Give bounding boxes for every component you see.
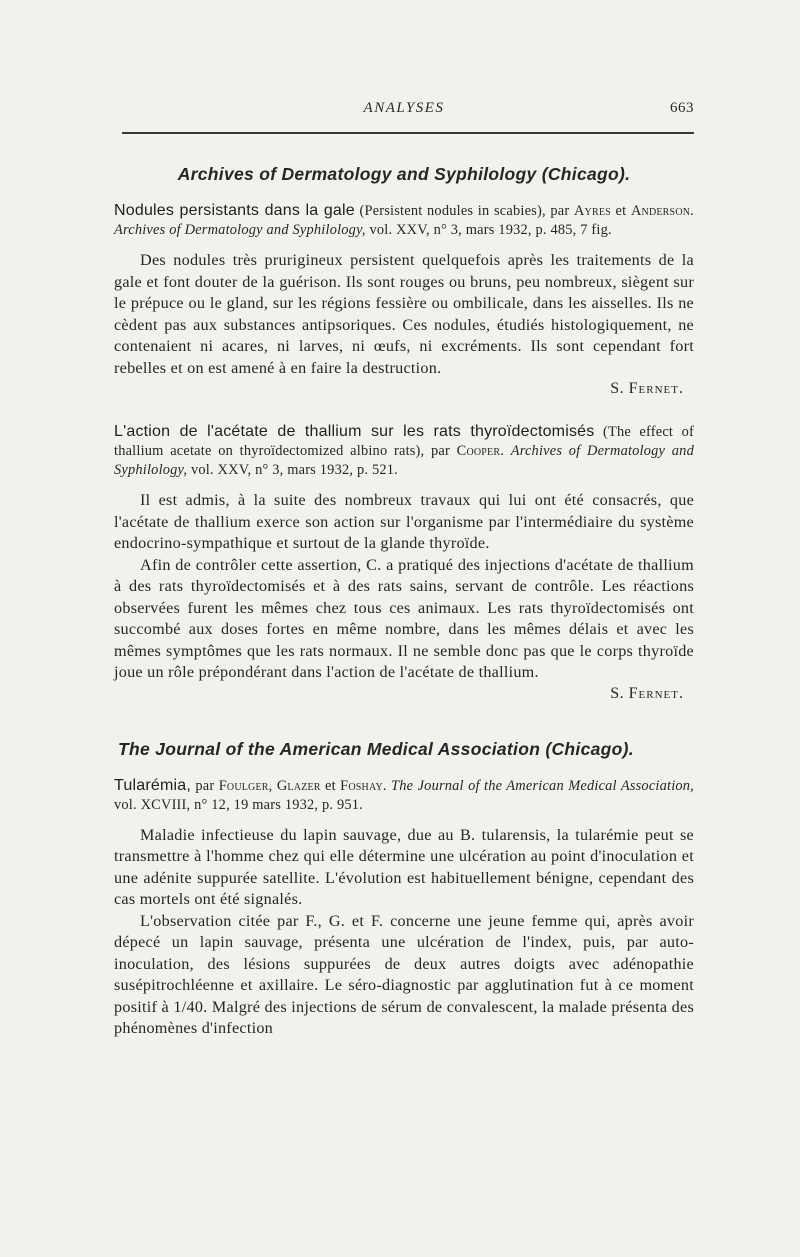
abstract-entry xyxy=(114,776,694,1040)
author-name: Foulger, xyxy=(218,777,273,794)
journal-reference: Archives of Dermatology and Syphilology, xyxy=(114,443,694,478)
page-number: 663 xyxy=(670,100,694,116)
abstract-paragraph: Il est admis, à la suite des nombreux travaux qui lui ont été consacrés, que l'acétate de thallium exerce son action sur l'organisme par l'intermédiaire du système endocrino-sympathique et surtout de la glande thyroïde. xyxy=(114,491,694,552)
signature-name: Fernet. xyxy=(628,380,684,397)
conjunction: et xyxy=(324,777,336,794)
signature-initial: S. xyxy=(610,380,625,397)
entry-heading xyxy=(114,422,694,480)
by-word: par xyxy=(195,777,215,794)
citation: vol. XCVIII, n° 12, 19 mars 1932, p. 951. xyxy=(114,796,363,813)
author-name: Glazer xyxy=(276,777,321,794)
abstract-entry xyxy=(114,201,694,398)
header-rule xyxy=(122,132,694,134)
original-title: (Persistent nodules in scabies), xyxy=(359,203,546,219)
citation: vol. XXV, n° 3, mars 1932, p. 521. xyxy=(190,462,398,478)
running-title: ANALYSES xyxy=(363,100,445,116)
journal-heading: The Journal of the American Medical Association (Chicago). xyxy=(118,738,634,759)
original-title: (The effect of thallium acetate on thyroïdectomized albino rats), xyxy=(114,424,694,459)
reviewer-signature xyxy=(114,380,684,398)
abstract-paragraph: Maladie infectieuse du lapin sauvage, due au B. tularensis, la tularémie peut se transmettre à l'homme chez qui elle détermine une ulcération au point d'inoculation et une adénite suppurée satellite. L'évolution est habituellement bénigne, cependant des cas mortels ont été signalés. xyxy=(114,825,694,908)
signature-name: Fernet. xyxy=(628,684,684,702)
entry-title: Nodules persistants dans la gale xyxy=(114,202,355,219)
signature-initial: S. xyxy=(610,684,625,702)
abstract-paragraph: L'observation citée par F., G. et F. concerne une jeune femme qui, après avoir dépecé un lapin sauvage, présenta une ulcération de l'index, puis, par auto-inoculation, des lésions suppurées de deux autres doigts avec adénopathie susépitrochléenne et axillaire. Le séro-diagnostic par agglutination fut à ce moment positif à 1/40. Malgré des injections de sérum de convalescent, la malade présenta des phénomènes d'infection xyxy=(114,911,694,1037)
abstract-paragraph: Afin de contrôler cette assertion, C. a pratiqué des injections d'acétate de thallium à des rats thyroïdectomisés et à des rats sains, servant de contrôle. Les réactions observées furent les mêmes chez tous ces animaux. Les rats thyroïdectomisés ont succombé aux doses fortes en même nombre, dans les mêmes délais et avec les mêmes symptômes que les rats normaux. Il ne semble donc pas que le corps thyroïde joue un rôle prépondérant dans l'action de l'acétate de thallium. xyxy=(114,555,694,681)
conjunction: et xyxy=(615,203,627,219)
entry-heading xyxy=(114,776,694,815)
running-header xyxy=(114,100,694,124)
author-name: Ayres xyxy=(573,203,611,219)
by-word: par xyxy=(431,443,450,459)
journal-heading: Archives of Dermatology and Syphilology (Chicago). xyxy=(177,164,631,184)
journal-reference: The Journal of the American Medical Association, xyxy=(391,777,694,794)
entry-heading xyxy=(114,201,694,240)
abstract-entry xyxy=(114,422,694,703)
entry-title: L'action de l'acétate de thallium sur les rats thyroïdectomisés xyxy=(114,423,595,440)
citation: vol. XXV, n° 3, mars 1932, p. 485, 7 fig. xyxy=(369,222,612,238)
reviewer-signature xyxy=(114,685,684,703)
journal-reference: Archives of Dermatology and Syphilology, xyxy=(114,222,366,238)
entry-title: Tularémia, xyxy=(114,776,191,794)
author-name: Anderson. xyxy=(630,203,694,219)
author-name: Foshay. xyxy=(340,777,387,794)
by-word: par xyxy=(550,203,570,219)
abstract-paragraph: Des nodules très prurigineux persistent quelquefois après les traitements de la gale et font douter de la guérison. Ils sont rouges ou bruns, peu nombreux, siègent sur le prépuce ou le gland, sur les régions fessière ou ombilicale, dans les aisselles. Ils ne cèdent pas aux substances antipsoriques. Ces nodules, étudiés histologiquement, ne contenaient ni acares, ni larves, ni œufs, ni excréments. Ils sont cependant fort rebelles et on est amené à en faire la destruction. xyxy=(114,251,694,377)
author-name: Cooper. xyxy=(456,443,505,459)
